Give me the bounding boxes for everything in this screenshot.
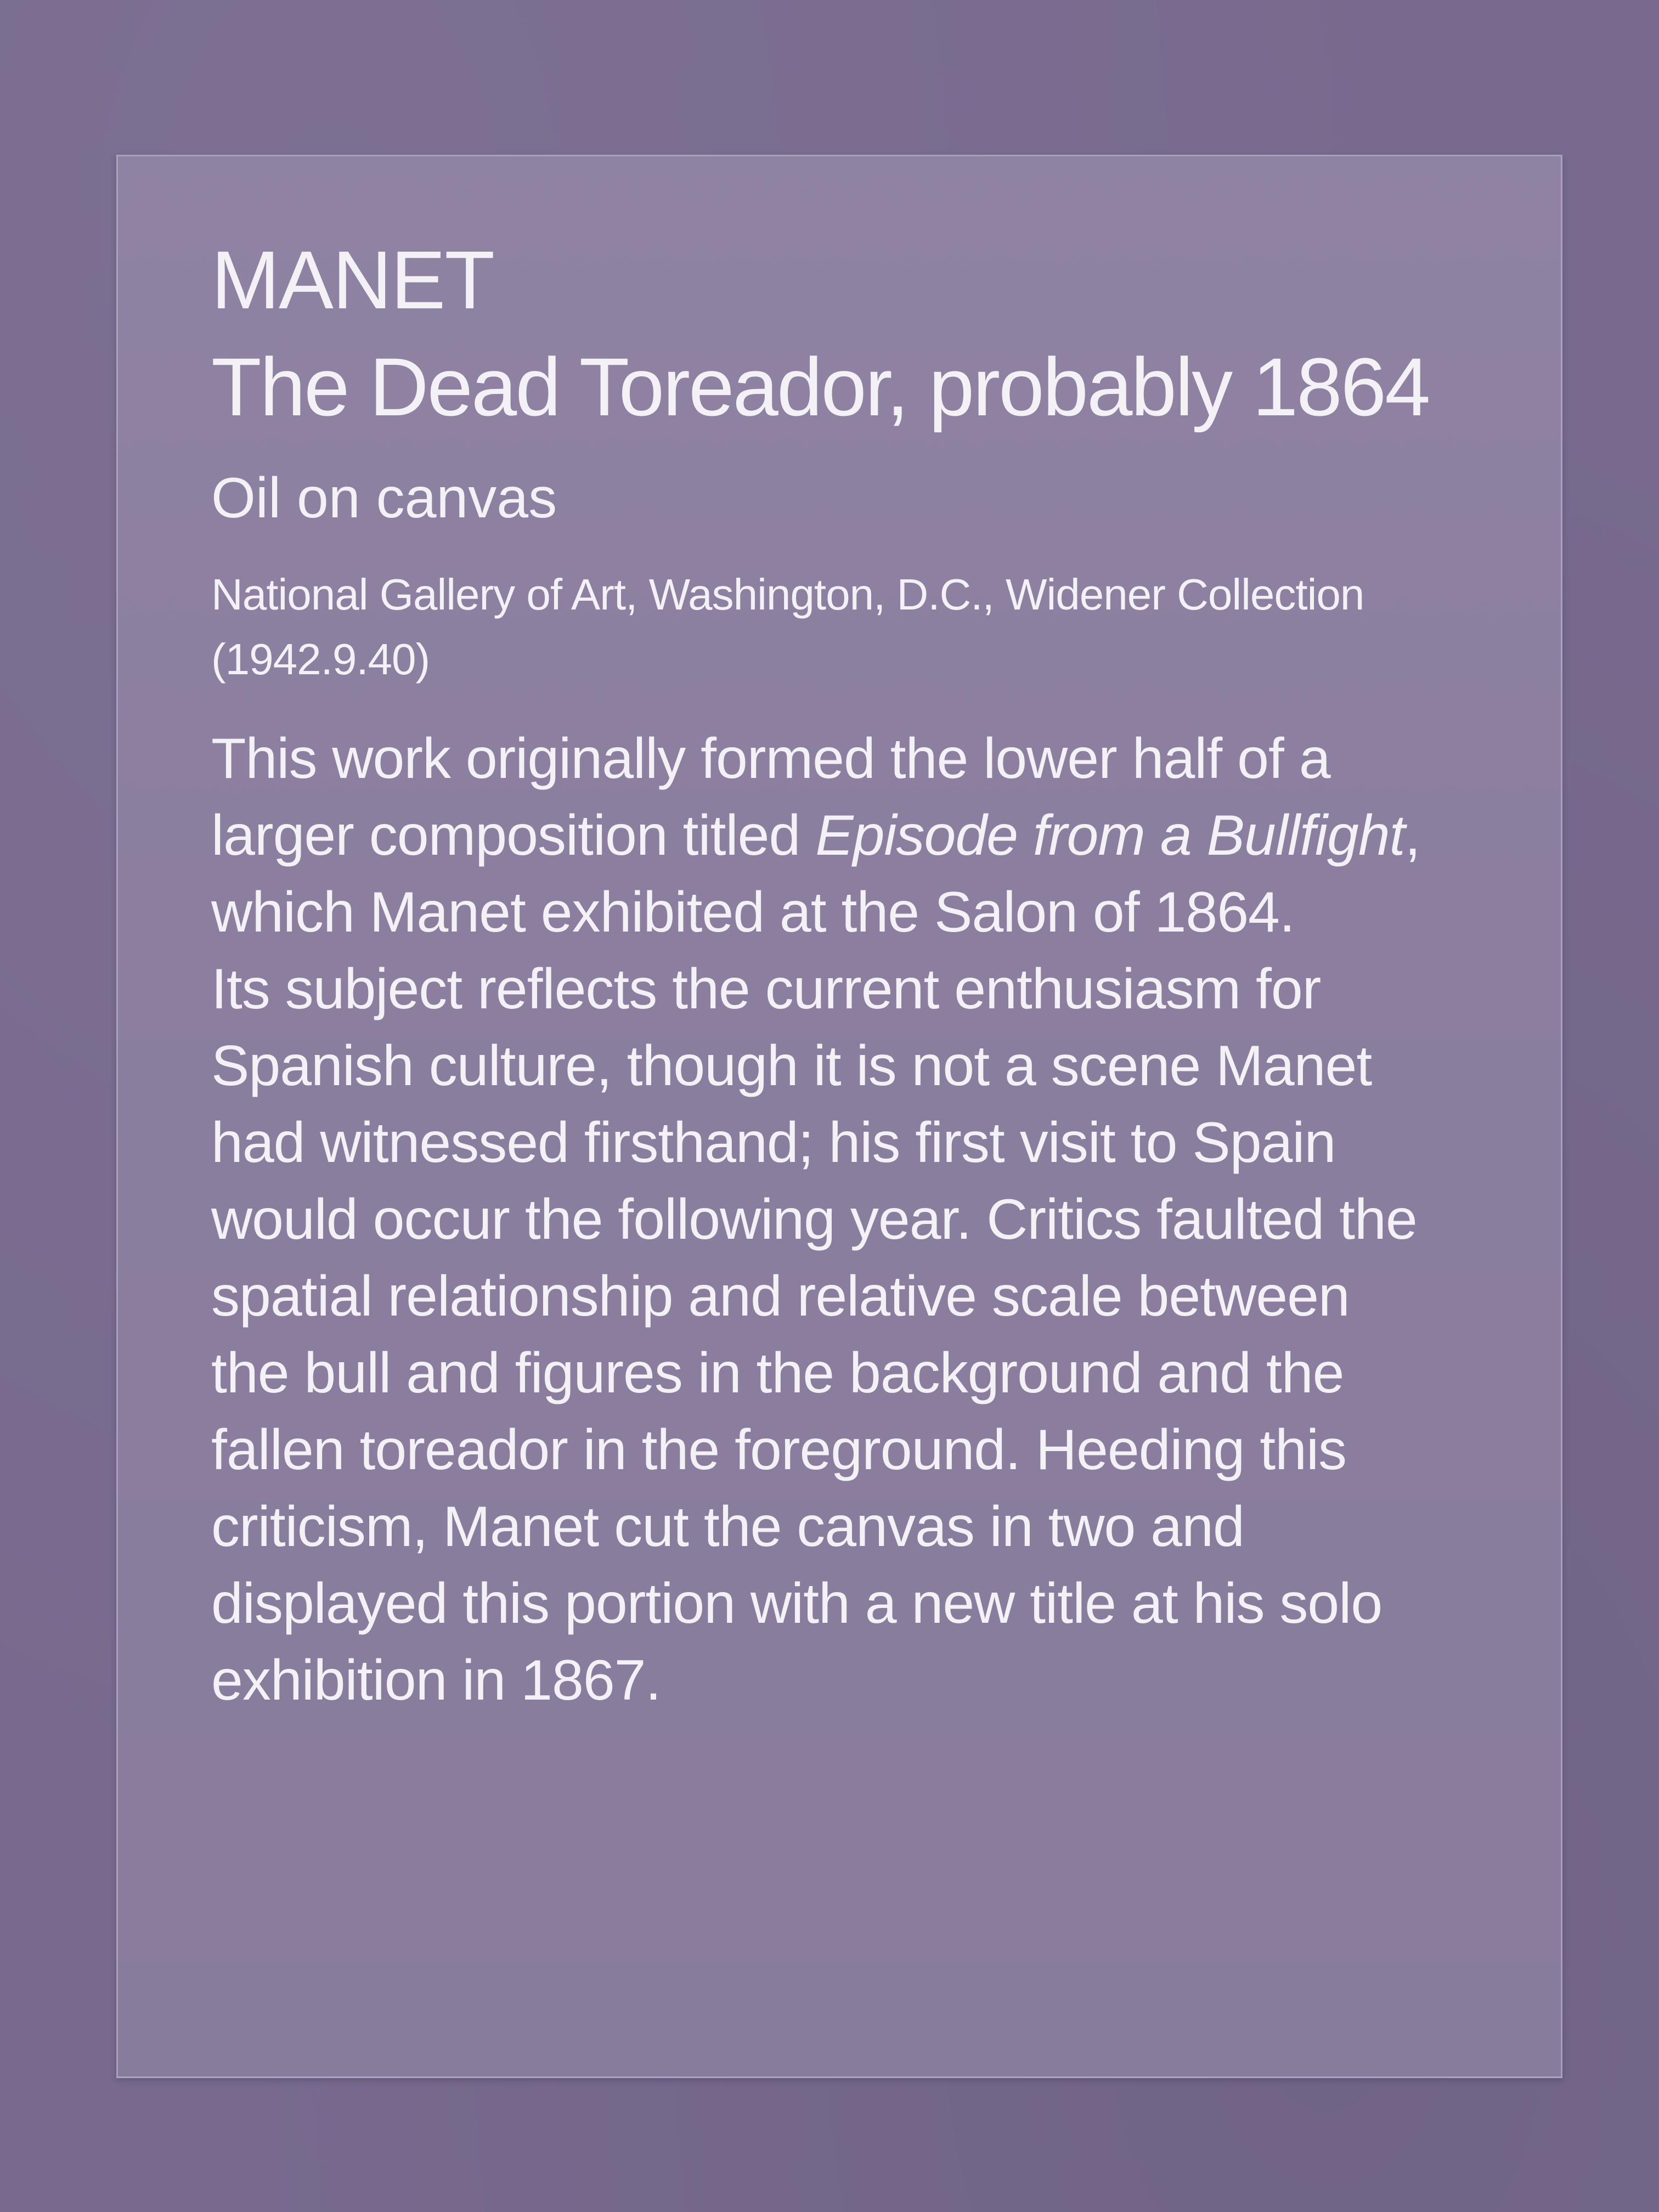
description-line: Its subject reflects the current enthusiasm for <box>211 957 1321 1021</box>
credit-line-institution: National Gallery of Art, Washington, D.C., Widener Collection <box>211 570 1364 619</box>
artwork-title: The Dead Toreador, probably 1864 <box>211 341 1429 433</box>
credit-line-accession: (1942.9.40) <box>211 635 430 684</box>
description-line: which Manet exhibited at the Salon of 1864. <box>211 881 1295 944</box>
description-line: exhibition in 1867. <box>211 1649 661 1712</box>
description-text <box>211 720 1528 1719</box>
wall-label-panel <box>116 155 1562 2078</box>
description-line: the bull and figures in the background and the <box>211 1341 1344 1405</box>
description-line: had witnessed firsthand; his first visit to Spain <box>211 1111 1336 1175</box>
description-line: fallen toreador in the foreground. Heeding this <box>211 1418 1347 1482</box>
description-line: spatial relationship and relative scale between <box>211 1265 1350 1328</box>
description-line: would occur the following year. Critics faulted the <box>211 1188 1417 1251</box>
description-line <box>211 797 1528 874</box>
description-line: This work originally formed the lower half of a <box>211 727 1330 791</box>
description-text-segment: larger composition titled <box>211 804 816 867</box>
artist-name: MANET <box>211 234 494 326</box>
description-text-segment: , <box>1404 804 1420 867</box>
label-text-block <box>211 228 1528 1719</box>
credit-line <box>211 562 1528 692</box>
description-line: criticism, Manet cut the canvas in two and <box>211 1495 1244 1559</box>
artwork-medium: Oil on canvas <box>211 466 557 530</box>
description-line: displayed this portion with a new title at his solo <box>211 1572 1383 1635</box>
description-line: Spanish culture, though it is not a scene Manet <box>211 1034 1372 1098</box>
referenced-work-title: Episode from a Bullfight <box>815 804 1405 867</box>
